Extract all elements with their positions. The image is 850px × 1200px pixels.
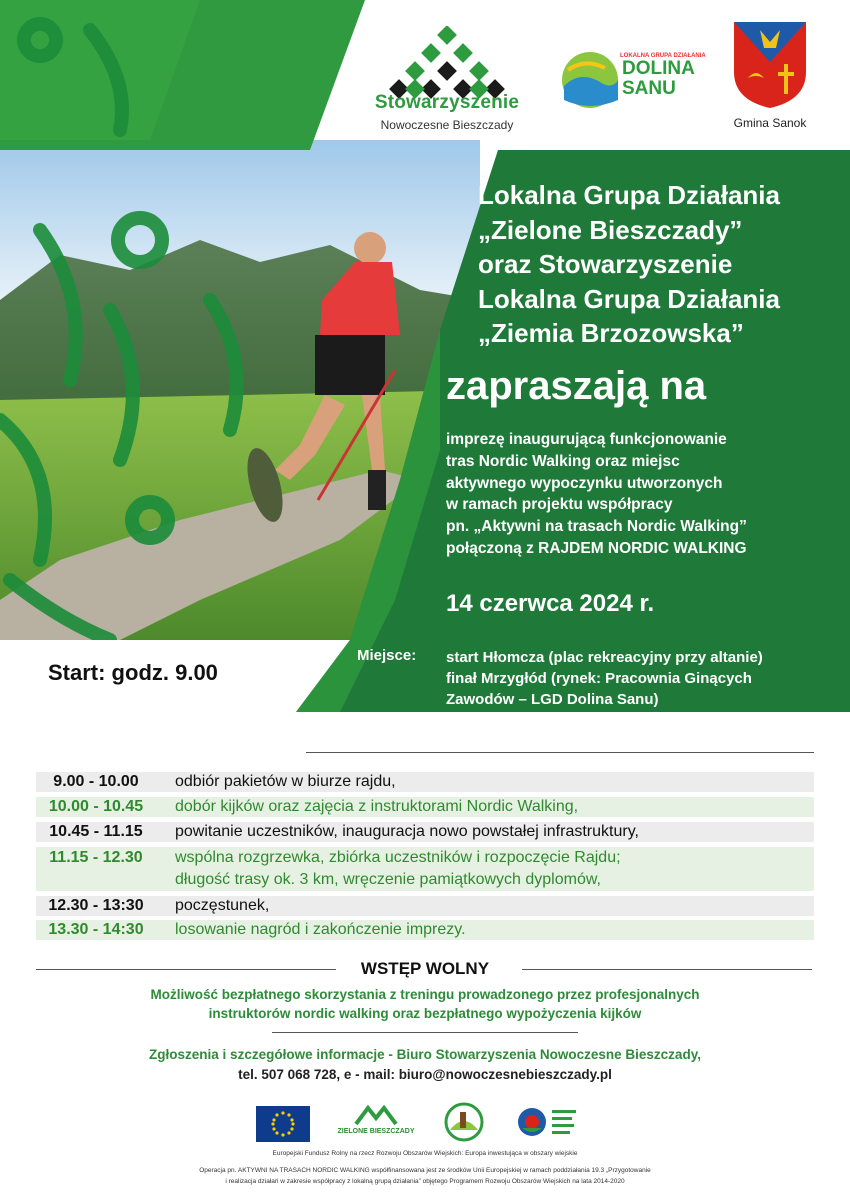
eu-flag-icon <box>256 1106 310 1142</box>
dolina-sanu-name: DOLINA SANU <box>622 58 695 99</box>
place-line: start Hłomcza (plac rekreacyjny przy altanie) <box>446 649 763 666</box>
free-entry-description: Możliwość bezpłatnego skorzystania z treningu prowadzonego przez profesjonalnych instruktorów nordic walking oraz bezpłatnego wypożyczenia kijków <box>150 987 700 1021</box>
free-entry-heading: WSTĘP WOLNY <box>360 959 490 978</box>
schedule-row <box>36 797 814 817</box>
organizers-title <box>478 178 838 351</box>
schedule-desc: wspólna rozgrzewka, zbiórka uczestników i rozpoczęcie Rajdu; długość trasy ok. 3 km, wręczenie pamiątkowych dyplomów, <box>175 849 621 888</box>
event-description <box>446 429 836 560</box>
contact-info <box>40 1045 810 1085</box>
gmina-sanok-crest-icon <box>734 22 806 108</box>
place-label: Miejsce: <box>357 647 417 664</box>
title-line: Lokalna Grupa Działania <box>478 283 780 314</box>
schedule-time: 13.30 - 14:30 <box>48 921 144 938</box>
schedule-row <box>36 822 814 842</box>
schedule-time: 10.45 - 11.15 <box>49 823 143 840</box>
description-line: pn. „Aktywni na trasach Nordic Walking” <box>446 518 747 536</box>
description-line: tras Nordic Walking oraz miejsc <box>446 452 680 470</box>
title-line: oraz Stowarzyszenie <box>478 249 733 279</box>
title-line: „Zielone Bieszczady” <box>478 214 743 245</box>
description-line: aktywnego wypoczynku utworzonych <box>446 474 723 492</box>
contact-divider <box>272 1032 578 1033</box>
schedule-desc: poczęstunek, <box>175 897 270 914</box>
footer-notice: Europejski Fundusz Rolny na rzecz Rozwoju Obszarów Wiejskich: Europa inwestująca w obszary wiejskie Operacja pn. AKTYWNI NA TRASACH NORDIC WALKING współfinansowana jest ze środków Unii Europejskiej w ramach poddziałania 19.3 „Przygotowanie i realizacja działań w zakresie współpracy z lokalną grupą działania” objętego Programem Rozwoju Obszarów Wiejskich na lata 2014-2020 <box>199 1150 651 1185</box>
description-line: imprezę inaugurującą funkcjonowanie <box>446 431 727 448</box>
schedule-time: 11.15 - 12.30 <box>49 849 143 866</box>
zielone-bieszczady-label: ZIELONE BIESZCZADY <box>337 1128 415 1135</box>
place-line: Zawodów – LGD Dolina Sanu) <box>446 691 659 708</box>
dolina-sanu-caption: LOKALNA GRUPA DZIAŁANIA <box>620 53 706 59</box>
stowarzyszenie-name: Stowarzyszenie <box>374 92 520 113</box>
contact-line: Zgłoszenia i szczegółowe informacje - Biuro Stowarzyszenia Nowoczesne Bieszczady, <box>149 1047 701 1062</box>
description-line: połączoną z RAJDEM NORDIC WALKING <box>446 539 747 557</box>
schedule-row <box>36 847 814 891</box>
title-line: „Ziemia Brzozowska” <box>478 318 744 348</box>
schedule-desc: odbiór pakietów w biurze rajdu, <box>175 773 396 790</box>
schedule-time: 12.30 - 13:30 <box>48 897 144 914</box>
schedule-desc: dobór kijków oraz zajęcia z instruktorami Nordic Walking, <box>175 798 579 815</box>
contact-email[interactable]: tel. 507 068 728, e - mail: biuro@nowoczesnebieszczady.pl <box>238 1067 612 1082</box>
program-divider <box>306 752 814 753</box>
description-line: w ramach projektu współpracy <box>446 496 673 514</box>
title-line: Lokalna Grupa Działania <box>478 180 780 210</box>
place-line: finał Mrzygłód (rynek: Pracownia Ginących <box>446 670 752 687</box>
start-time: Start: godz. 9.00 <box>48 660 218 685</box>
gmina-sanok-label: Gmina Sanok <box>733 116 807 130</box>
stowarzyszenie-subtitle: Nowoczesne Bieszczady <box>380 118 514 132</box>
schedule-row <box>36 920 814 940</box>
schedule-time: 9.00 - 10.00 <box>53 773 139 790</box>
schedule-row <box>36 772 814 792</box>
schedule-row <box>36 896 814 916</box>
event-date: 14 czerwca 2024 r. <box>446 590 655 617</box>
schedule-desc: losowanie nagród i zakończenie imprezy. <box>175 921 466 938</box>
schedule-desc: powitanie uczestników, inauguracja nowo powstałej infrastruktury, <box>175 823 639 840</box>
invite-heading: zapraszają na <box>446 364 707 408</box>
ziemia-brzozowska-logo-icon <box>440 1100 490 1144</box>
schedule-time: 10.00 - 10.45 <box>48 798 144 815</box>
prow-logo-icon <box>516 1102 580 1142</box>
program-title: W programie: <box>48 718 210 746</box>
schedule-table <box>36 772 814 942</box>
place-details <box>446 647 836 710</box>
